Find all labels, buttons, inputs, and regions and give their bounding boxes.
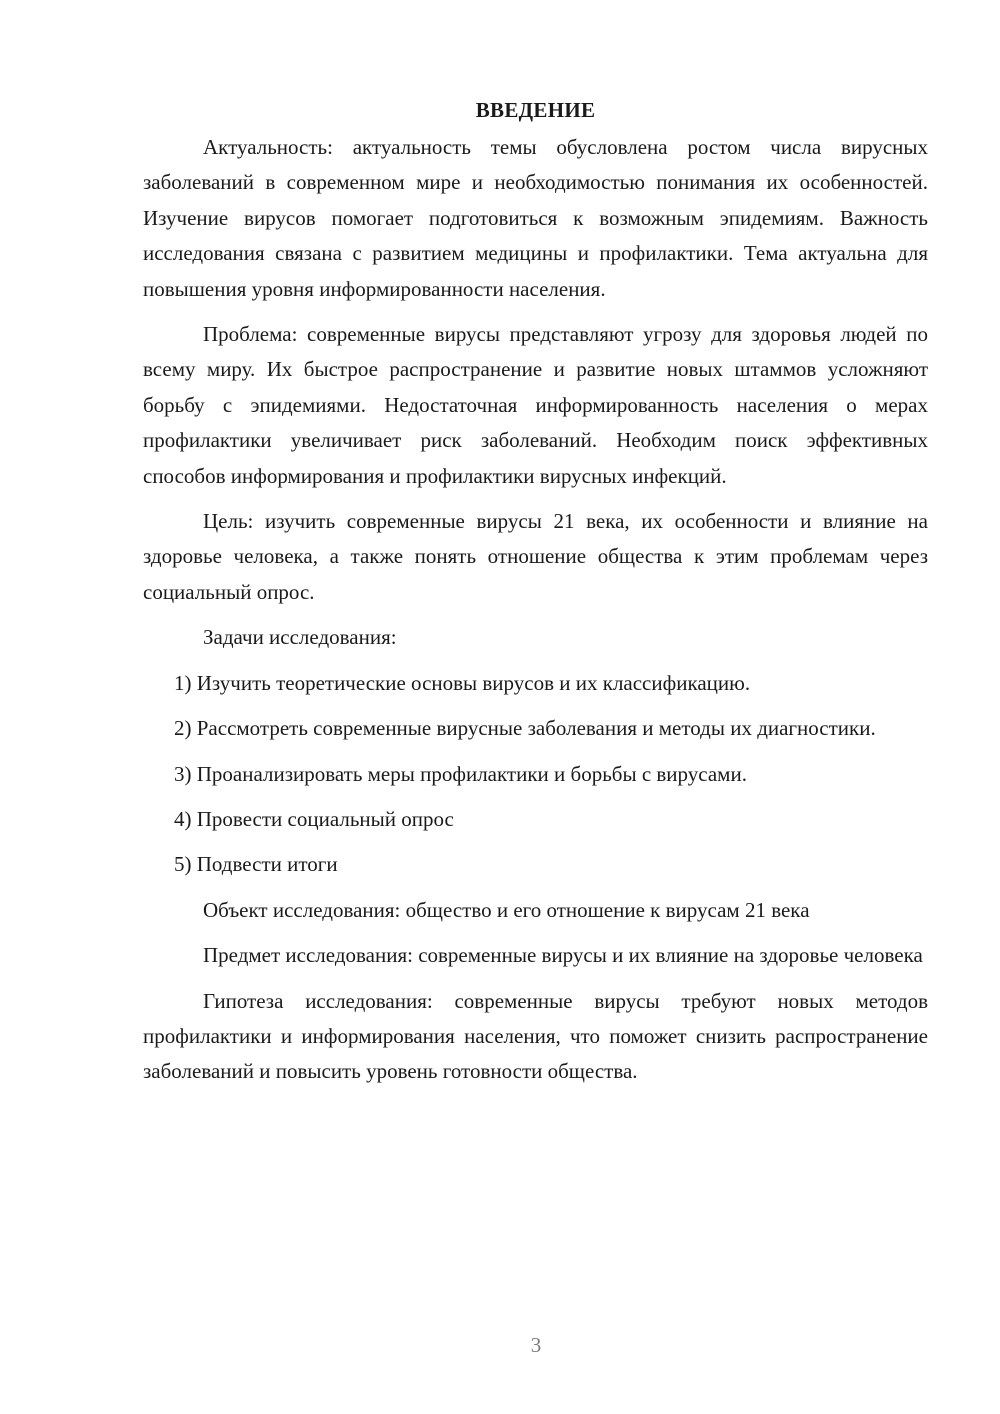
task-item-2: 2) Рассмотреть современные вирусные заболевания и методы их диагностики. <box>174 716 876 741</box>
paragraph-problem: Проблема: современные вирусы представляют угрозу для здоровья людей по всему миру. Их быстрое распространение и развитие новых штаммов усложняют борьбу с эпидемиями. Недостаточная информированность населения о мерах профилактики увеличивает риск заболеваний. Необходим поиск эффективных способов информирования и профилактики вирусных инфекций. <box>143 322 928 488</box>
task-item-3: 3) Проанализировать меры профилактики и борьбы с вирусами. <box>174 761 747 786</box>
paragraph-relevance: Актуальность: актуальность темы обусловлена ростом числа вирусных заболеваний в современном мире и необходимостью понимания их особенностей. Изучение вирусов помогает подготовиться к возможным эпидемиям. Важность исследования связана с развитием медицины и профилактики. Тема актуальна для повышения уровня информированности населения. <box>143 135 928 301</box>
page-number: 3 <box>530 1333 542 1357</box>
task-item-5: 5) Подвести итоги <box>174 852 338 877</box>
section-title: ВВЕДЕНИЕ <box>475 98 596 122</box>
document-page <box>143 92 928 1100</box>
paragraph-subject: Предмет исследования: современные вирусы и их влияние на здоровье человека <box>203 943 923 968</box>
paragraph-object: Объект исследования: общество и его отношение к вирусам 21 века <box>203 897 810 922</box>
paragraph-goal: Цель: изучить современные вирусы 21 века, их особенности и влияние на здоровье человека, а также понять отношение общества к этим проблемам через социальный опрос. <box>143 509 928 604</box>
tasks-heading: Задачи исследования: <box>203 625 397 650</box>
task-item-4: 4) Провести социальный опрос <box>174 806 454 831</box>
task-item-1: 1) Изучить теоретические основы вирусов и их классификацию. <box>174 670 751 695</box>
paragraph-hypothesis: Гипотеза исследования: современные вирусы требуют новых методов профилактики и информирования населения, что поможет снизить распространение заболеваний и повысить уровень готовности общества. <box>143 988 928 1084</box>
